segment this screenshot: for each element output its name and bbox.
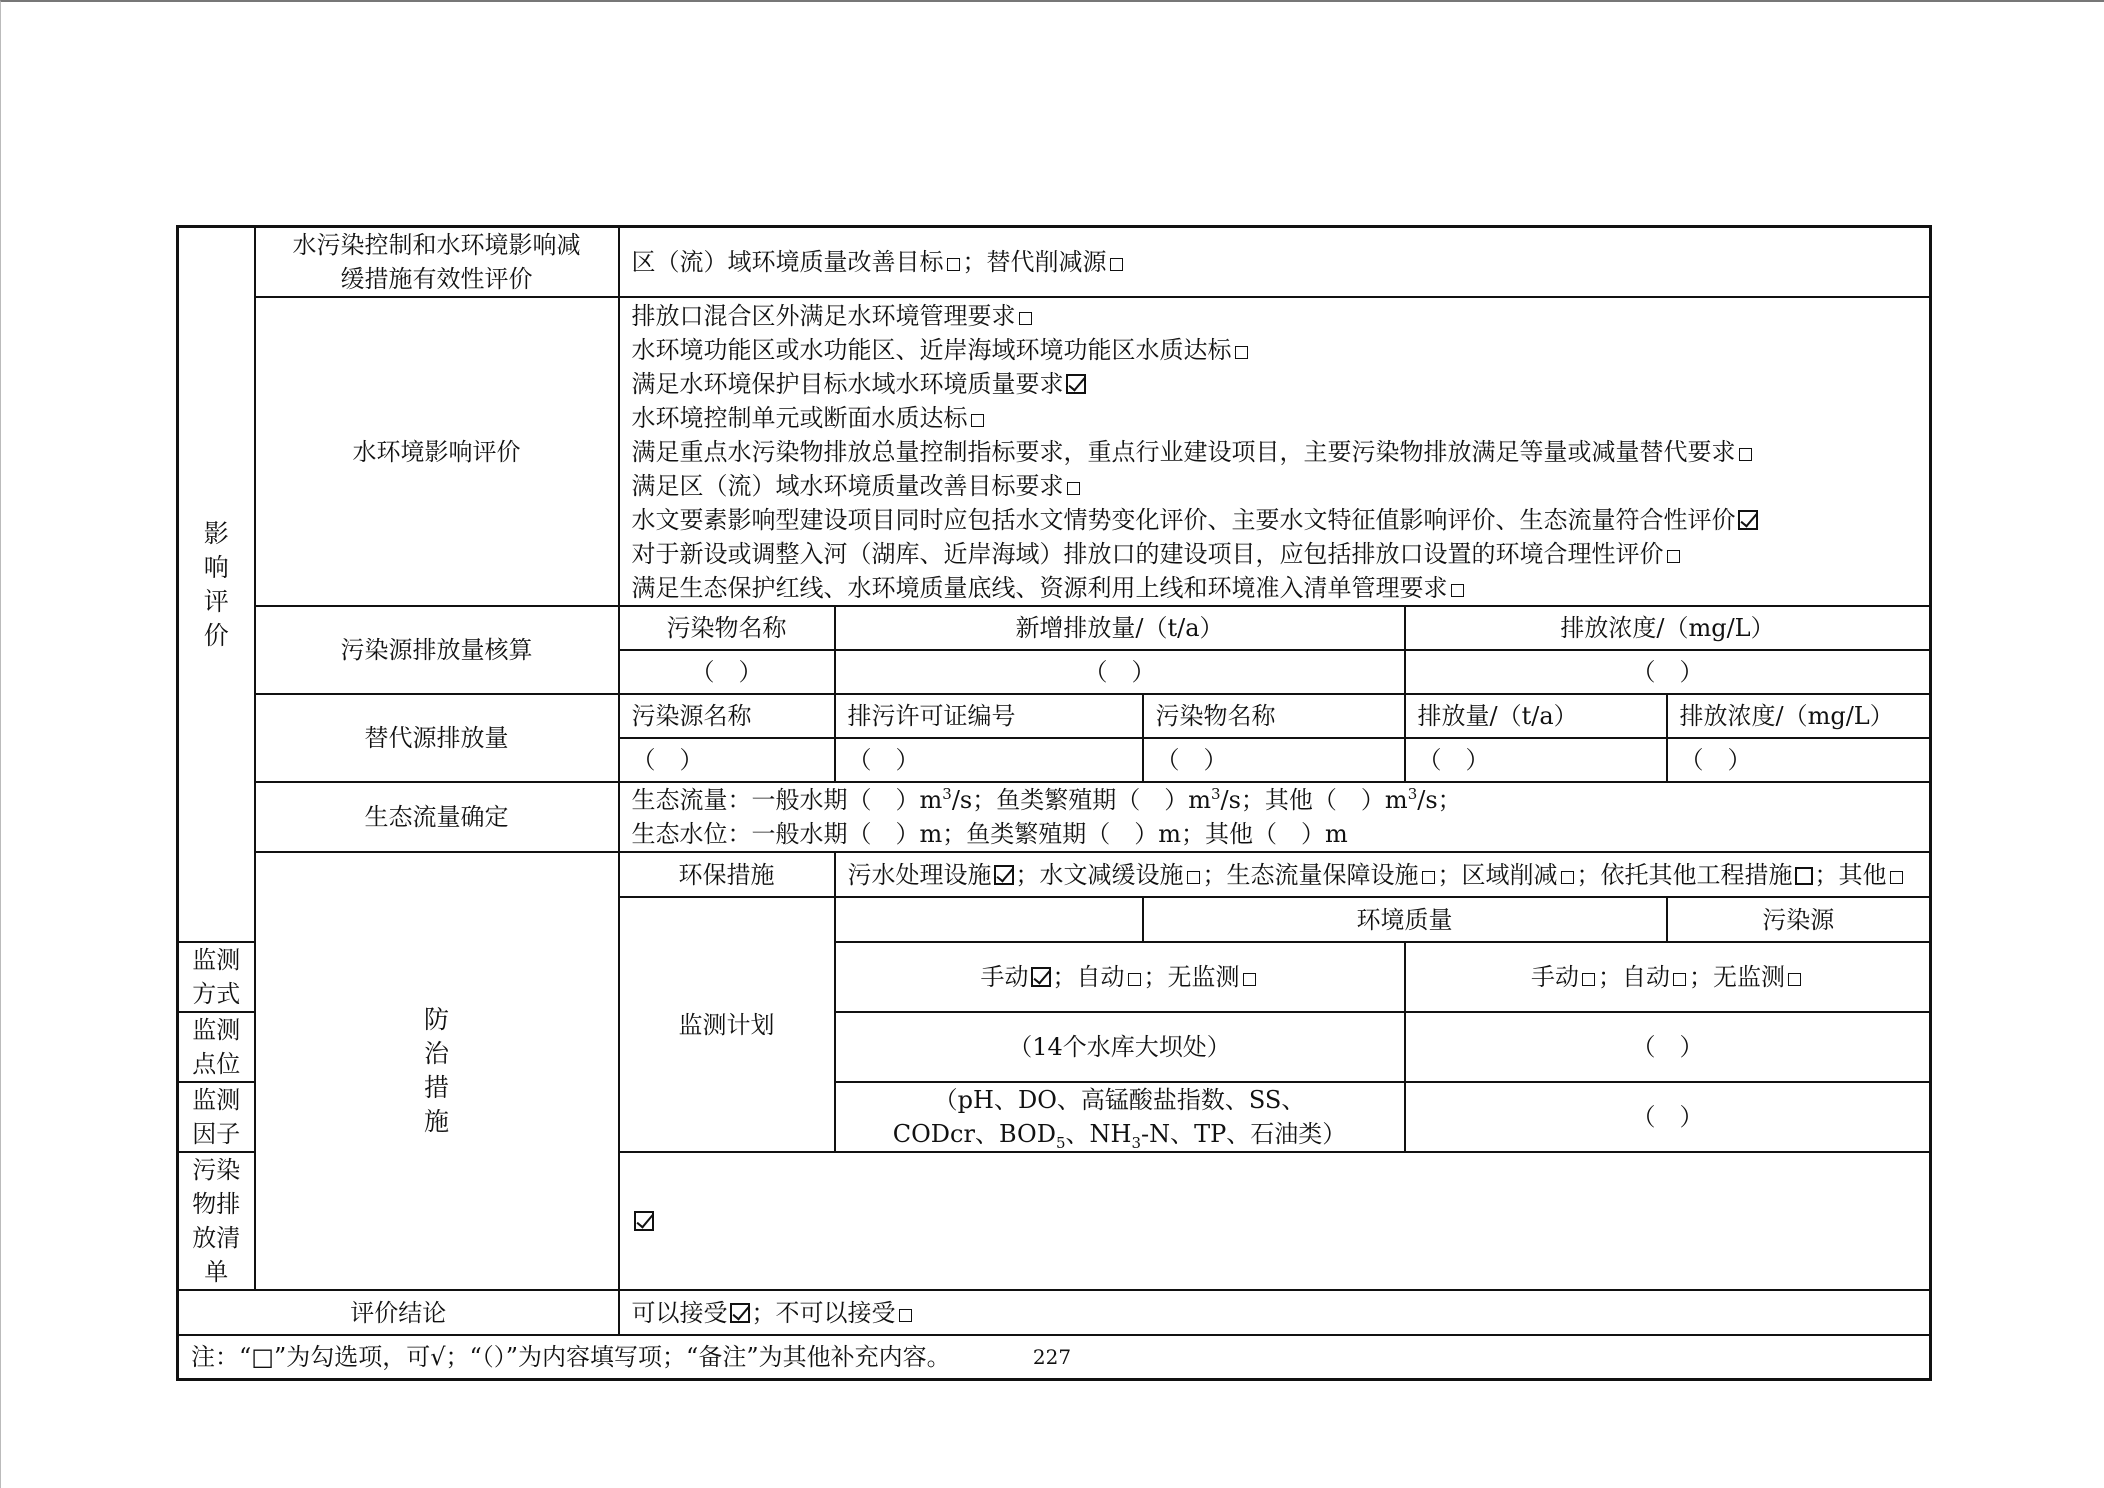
checkbox-icon[interactable] bbox=[1739, 448, 1752, 461]
row-water-impact bbox=[178, 297, 1931, 606]
water-impact-item: 水文要素影响型建设项目同时应包括水文情势变化评价、主要水文特征值影响评价、生态流量符合性评价 bbox=[632, 503, 1918, 537]
fill-in-cell[interactable]: （ ） bbox=[619, 738, 835, 782]
col-header: 环境质量 bbox=[1143, 897, 1667, 942]
checkbox-icon[interactable] bbox=[1667, 550, 1680, 563]
env-measures-options: 污水处理设施 ；水文减缓设施 ；生态流量保障设施 ；区域削减 ；依托其他工程措施 ；其他 bbox=[835, 852, 1931, 897]
eco-flow-label: 生态流量确定 bbox=[255, 782, 619, 852]
monitoring-factor-env[interactable]: （pH、DO、高锰酸盐指数、SS、 CODcr、$BOD_5$、$NH_3-N$、TP、石油类） bbox=[835, 1082, 1405, 1152]
water-impact-item: 满足水环境保护目标水域水环境质量要求 bbox=[632, 367, 1918, 401]
checkbox-icon[interactable] bbox=[1890, 871, 1903, 884]
water-impact-options bbox=[619, 297, 1931, 606]
row-env-measures bbox=[178, 852, 1931, 897]
water-impact-item: 满足区（流）域水环境质量改善目标要求 bbox=[632, 469, 1918, 503]
checkbox-icon[interactable] bbox=[1187, 871, 1200, 884]
checkbox-icon[interactable] bbox=[971, 414, 984, 427]
checkbox-icon[interactable] bbox=[899, 1309, 912, 1322]
fill-in-cell[interactable]: （ ） bbox=[835, 738, 1143, 782]
measures-effectiveness-options: 区（流）域环境质量改善目标 ；替代削减源 bbox=[619, 227, 1931, 298]
monitoring-label: 监测计划 bbox=[619, 897, 835, 1152]
checkbox-icon[interactable] bbox=[1128, 973, 1141, 986]
checkbox-icon[interactable] bbox=[1110, 258, 1123, 271]
water-impact-item: 对于新设或调整入河（湖库、近岸海域）排放口的建设项目，应包括排放口设置的环境合理性评价 bbox=[632, 537, 1918, 571]
checkbox-icon[interactable] bbox=[1451, 584, 1464, 597]
measures-effectiveness-label: 水污染控制和水环境影响减 缓措施有效性评价 bbox=[255, 227, 619, 298]
water-impact-label: 水环境影响评价 bbox=[255, 297, 619, 606]
monitoring-method-label: 监测方式 bbox=[178, 942, 255, 1012]
eco-flow-values: 生态流量：一般水期（ ）$m^3/s$；鱼类繁殖期（ ）$m^3/s$；其他（ ）$m^3/s$； 生态水位：一般水期（ ）m；鱼类繁殖期（ ）m；其他（ ）m bbox=[619, 782, 1931, 852]
fill-in-cell[interactable]: （ ） bbox=[835, 650, 1405, 694]
monitoring-factor-src[interactable]: （ ） bbox=[1405, 1082, 1931, 1152]
col-header: 排放浓度/（mg/L） bbox=[1667, 694, 1931, 738]
water-impact-item: 满足生态保护红线、水环境质量底线、资源利用上线和环境准入清单管理要求 bbox=[632, 571, 1918, 605]
checked-checkbox-icon[interactable] bbox=[1031, 967, 1051, 987]
monitoring-point-label: 监测点位 bbox=[178, 1012, 255, 1082]
side-label-prevention: 防治措施 bbox=[255, 852, 619, 1290]
checkbox-icon[interactable] bbox=[1067, 482, 1080, 495]
col-header: 污染物名称 bbox=[1143, 694, 1405, 738]
checked-checkbox-icon[interactable] bbox=[1738, 510, 1758, 530]
checkbox-icon[interactable] bbox=[1561, 871, 1574, 884]
checkbox-icon[interactable] bbox=[1673, 973, 1686, 986]
row-measures-effectiveness bbox=[178, 227, 1931, 298]
fill-in-cell[interactable]: （ ） bbox=[619, 650, 835, 694]
water-impact-item: 排放口混合区外满足水环境管理要求 bbox=[632, 299, 1918, 333]
water-impact-item: 满足重点水污染物排放总量控制指标要求，重点行业建设项目，主要污染物排放满足等量或减量替代要求 bbox=[632, 435, 1918, 469]
col-header: 污染物名称 bbox=[619, 606, 835, 650]
checkbox-icon[interactable] bbox=[1795, 867, 1813, 885]
conclusion-label: 评价结论 bbox=[178, 1290, 619, 1335]
row-substitute-header bbox=[178, 694, 1931, 738]
monitoring-point-env[interactable]: （14个水库大坝处） bbox=[835, 1012, 1405, 1082]
env-measures-label: 环保措施 bbox=[619, 852, 835, 897]
monitoring-point-src[interactable]: （ ） bbox=[1405, 1012, 1931, 1082]
row-eco-flow bbox=[178, 782, 1931, 852]
fill-in-cell[interactable]: （ ） bbox=[1405, 738, 1667, 782]
pollution-source-label: 污染源排放量核算 bbox=[255, 606, 619, 694]
checkbox-icon[interactable] bbox=[1235, 346, 1248, 359]
checked-checkbox-icon[interactable] bbox=[1066, 374, 1086, 394]
page-number: 227 bbox=[1032, 1345, 1072, 1369]
row-pollution-source-header bbox=[178, 606, 1931, 650]
side-label-impact: 影响评价 bbox=[178, 227, 255, 943]
monitoring-method-env: 手动 ；自动 ；无监测 bbox=[835, 942, 1405, 1012]
blank-cell bbox=[835, 897, 1143, 942]
monitoring-factor-label: 监测因子 bbox=[178, 1082, 255, 1152]
conclusion-options: 可以接受 ；不可以接受 bbox=[619, 1290, 1931, 1335]
checked-checkbox-icon[interactable] bbox=[994, 865, 1014, 885]
monitoring-method-src: 手动 ；自动 ；无监测 bbox=[1405, 942, 1931, 1012]
fill-in-cell[interactable]: （ ） bbox=[1143, 738, 1405, 782]
col-header: 排污许可证编号 bbox=[835, 694, 1143, 738]
fill-in-cell[interactable]: （ ） bbox=[1405, 650, 1931, 694]
row-conclusion bbox=[178, 1290, 1931, 1335]
checkbox-icon[interactable] bbox=[1788, 973, 1801, 986]
col-header: 排放浓度/（mg/L） bbox=[1405, 606, 1931, 650]
col-header: 污染源 bbox=[1667, 897, 1931, 942]
checkbox-icon[interactable] bbox=[1243, 973, 1256, 986]
checkbox-icon[interactable] bbox=[1582, 973, 1595, 986]
fill-in-cell[interactable]: （ ） bbox=[1667, 738, 1931, 782]
form-note: 注：“□”为勾选项，可√；“（）”为内容填写项；“备注”为其他补充内容。 bbox=[178, 1335, 1931, 1379]
checked-checkbox-icon[interactable] bbox=[634, 1211, 654, 1231]
checked-checkbox-icon[interactable] bbox=[730, 1303, 750, 1323]
water-impact-item: 水环境功能区或水功能区、近岸海域环境功能区水质达标 bbox=[632, 333, 1918, 367]
col-header: 新增排放量/（t/a） bbox=[835, 606, 1405, 650]
col-header: 排放量/（t/a） bbox=[1405, 694, 1667, 738]
substitute-label: 替代源排放量 bbox=[255, 694, 619, 782]
checkbox-icon[interactable] bbox=[947, 258, 960, 271]
checkbox-icon[interactable] bbox=[1422, 871, 1435, 884]
checkbox-icon[interactable] bbox=[1019, 312, 1032, 325]
discharge-list-label: 污染物排放清单 bbox=[178, 1152, 255, 1290]
discharge-list-value bbox=[619, 1152, 1931, 1290]
col-header: 污染源名称 bbox=[619, 694, 835, 738]
water-impact-item: 水环境控制单元或断面水质达标 bbox=[632, 401, 1918, 435]
evaluation-form-table bbox=[176, 225, 1932, 1381]
